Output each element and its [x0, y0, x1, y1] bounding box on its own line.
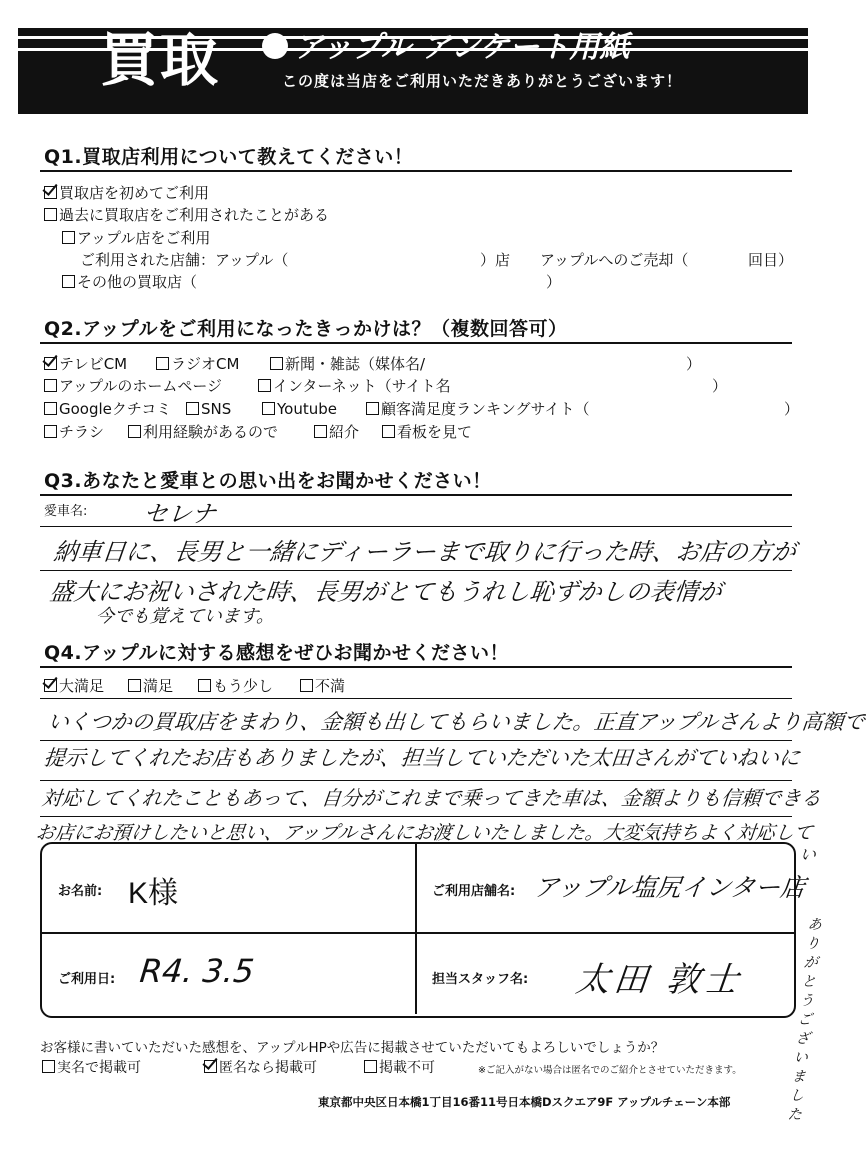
option-label: チラシ	[59, 423, 105, 441]
q2-option-experience[interactable]	[128, 422, 278, 442]
name-value[interactable]: K様	[128, 877, 179, 910]
staff-value[interactable]: 太田 敦士	[573, 960, 745, 1000]
checkbox[interactable]	[258, 379, 271, 392]
q2-option-signboard[interactable]	[382, 422, 472, 442]
option-label: SNS	[201, 400, 232, 418]
header-subtitle: この度は当店をご利用いただきありがとうございます！	[282, 72, 683, 90]
q2-option-homepage[interactable]	[44, 376, 222, 396]
q1-times-label: アップルへのご売却（	[540, 251, 689, 269]
q3-heading: Q3.あなたと愛車との思い出をお聞かせください！	[44, 470, 492, 492]
option-label: 掲載不可	[379, 1060, 435, 1076]
info-box-v-divider	[415, 844, 417, 1014]
option-label: その他の買取店（	[77, 273, 198, 291]
option-label: Youtube	[277, 400, 337, 418]
date-value[interactable]: R4. 3.5	[138, 952, 256, 990]
option-anonymous[interactable]	[204, 1058, 317, 1078]
info-box-h-divider	[40, 932, 794, 934]
answer-line	[40, 526, 792, 527]
q1-other-suffix: ）	[546, 273, 562, 291]
option-label: 過去に買取店をご利用されたことがある	[59, 206, 330, 224]
checkbox[interactable]	[186, 402, 199, 415]
option-label: テレビCM	[59, 355, 128, 373]
checkbox[interactable]	[156, 357, 169, 370]
car-name-value[interactable]: セレナ	[142, 500, 218, 528]
option-label: 新聞・雑誌（媒体名/	[285, 355, 426, 373]
q2-internet-close: ）	[712, 377, 728, 395]
q4-answer-line[interactable]: お店にお預けしたいと思い、アップルさんにお渡しいたしました。大変気持ちよく対応して	[34, 822, 814, 844]
checkbox[interactable]	[314, 425, 327, 438]
q3-answer-line[interactable]: 納車日に、長男と一緒にディーラーまで取りに行った時、お店の方が	[52, 538, 798, 566]
answer-line	[40, 780, 792, 781]
option-label: 満足	[143, 677, 174, 695]
date-label: ご利用日:	[58, 972, 116, 987]
checkbox-checked[interactable]	[44, 679, 57, 692]
q4-answer-line[interactable]: 対応してくれたこともあって、自分がこれまで乗ってきた車は、金額よりも信頼できる	[40, 786, 823, 810]
checkbox[interactable]	[366, 402, 379, 415]
q2-option-ranking[interactable]	[366, 399, 590, 419]
q1-store-label: ご利用された店舗：アップル（	[80, 251, 289, 269]
q4-answer-line[interactable]: いくつかの買取店をまわり、金額も出してもらいました。正直アップルさんより高額で	[46, 710, 866, 734]
checkbox[interactable]	[44, 425, 57, 438]
header-buy-title: 買取	[100, 26, 221, 94]
option-label: もう少し	[213, 677, 274, 695]
q2-divider	[40, 342, 792, 344]
option-real-name[interactable]	[42, 1058, 141, 1078]
q4-option-dissatisfied[interactable]	[300, 676, 345, 696]
header-title-text: アップル アンケート用紙	[294, 30, 630, 65]
option-label: 紹介	[329, 423, 360, 441]
name-label: お名前:	[58, 884, 103, 899]
option-label: 不満	[315, 677, 346, 695]
q4-overflow-char: い	[798, 845, 817, 864]
q1-store-suffix: ）店	[480, 251, 511, 269]
checkbox[interactable]	[44, 379, 57, 392]
checkbox[interactable]	[198, 679, 211, 692]
answer-line	[40, 570, 792, 571]
checkbox[interactable]	[62, 275, 75, 288]
q4-heading: Q4.アップルに対する感想をぜひお聞かせください！	[44, 642, 510, 664]
checkbox[interactable]	[44, 402, 57, 415]
q2-option-radio[interactable]	[156, 354, 239, 374]
q1-divider	[40, 170, 792, 172]
option-label: 看板を見て	[397, 423, 473, 441]
q1-heading: Q1.買取店利用について教えてください！	[44, 146, 414, 168]
option-label: 大満足	[59, 677, 105, 695]
store-value[interactable]: アップル塩尻インター店	[532, 873, 807, 902]
checkbox-checked[interactable]	[44, 357, 57, 370]
q4-option-more[interactable]	[198, 676, 273, 696]
option-label: アップル店をご利用	[77, 229, 211, 247]
q4-option-very[interactable]	[44, 676, 104, 696]
q2-option-youtube[interactable]	[262, 399, 337, 419]
q2-option-sns[interactable]	[186, 399, 231, 419]
checkbox[interactable]	[382, 425, 395, 438]
q2-option-news[interactable]	[270, 354, 425, 374]
store-label: ご利用店舗名:	[432, 884, 516, 899]
checkbox[interactable]	[42, 1060, 55, 1073]
checkbox[interactable]	[128, 679, 141, 692]
q3-answer-line[interactable]: 今でも覚えています。	[94, 606, 276, 627]
q4-answer-line[interactable]: 提示してくれたお店もありましたが、担当していただいた太田さんがていねいに	[42, 746, 802, 770]
footer-note: ※ご記入がない場合は匿名でのご紹介とさせていただきます。	[478, 1065, 742, 1076]
option-label: Googleクチコミ	[59, 400, 172, 418]
q1-option-apple[interactable]	[62, 228, 210, 248]
q2-option-tv[interactable]	[44, 354, 127, 374]
footer-address: 東京都中央区日本橋1丁目16番11号日本橋Dスクエア9F アップルチェーン本部	[318, 1095, 731, 1109]
option-label: ラジオCM	[171, 355, 240, 373]
car-name-label: 愛車名:	[44, 504, 88, 519]
checkbox-checked[interactable]	[204, 1060, 217, 1073]
q3-answer-line[interactable]: 盛大にお祝いされた時、長男がとてもうれし恥ずかしの表情が	[48, 578, 724, 606]
checkbox[interactable]	[62, 231, 75, 244]
q4-divider	[40, 666, 792, 668]
answer-line	[40, 740, 792, 741]
q1-option-past[interactable]	[44, 205, 329, 225]
option-label: 実名で掲載可	[57, 1060, 141, 1076]
checkbox[interactable]	[300, 679, 313, 692]
q2-heading: Q2.アップルをご利用になったきっかけは？（複数回答可）	[44, 318, 568, 340]
header-title	[262, 30, 629, 66]
q2-option-flyer[interactable]	[44, 422, 104, 442]
option-label: アップルのホームページ	[59, 377, 223, 395]
q1-option-first[interactable]	[44, 183, 209, 203]
checkbox[interactable]	[128, 425, 141, 438]
option-not-allowed[interactable]	[364, 1058, 435, 1078]
checkbox[interactable]	[44, 208, 57, 221]
option-label: インターネット（サイト名	[273, 377, 451, 395]
staff-label: 担当スタッフ名:	[432, 972, 529, 987]
option-label: 顧客満足度ランキングサイト（	[381, 400, 590, 418]
q2-option-referral[interactable]	[314, 422, 359, 442]
q2-news-close: ）	[686, 355, 702, 373]
option-label: 利用経験があるので	[143, 423, 279, 441]
answer-line	[40, 698, 792, 699]
option-label: 匿名なら掲載可	[219, 1060, 317, 1076]
q1-option-other[interactable]	[62, 272, 197, 292]
checkbox[interactable]	[262, 402, 275, 415]
margin-note: ありがとうございました	[786, 917, 823, 1123]
q2-option-internet[interactable]	[258, 376, 451, 396]
q1-times-suffix: 回目）	[748, 251, 794, 269]
answer-line	[40, 816, 792, 817]
q2-ranking-close: ）	[784, 400, 800, 418]
apple-logo-icon	[262, 33, 288, 59]
consent-question: お客様に書いていただいた感想を、アップルHPや広告に掲載させていただいてもよろしいでしょうか？	[40, 1040, 665, 1056]
checkbox[interactable]	[364, 1060, 377, 1073]
q2-option-google[interactable]	[44, 399, 171, 419]
checkbox[interactable]	[270, 357, 283, 370]
q4-option-satisfied[interactable]	[128, 676, 173, 696]
option-label: 買取店を初めてご利用	[59, 184, 210, 202]
checkbox-checked[interactable]	[44, 186, 57, 199]
